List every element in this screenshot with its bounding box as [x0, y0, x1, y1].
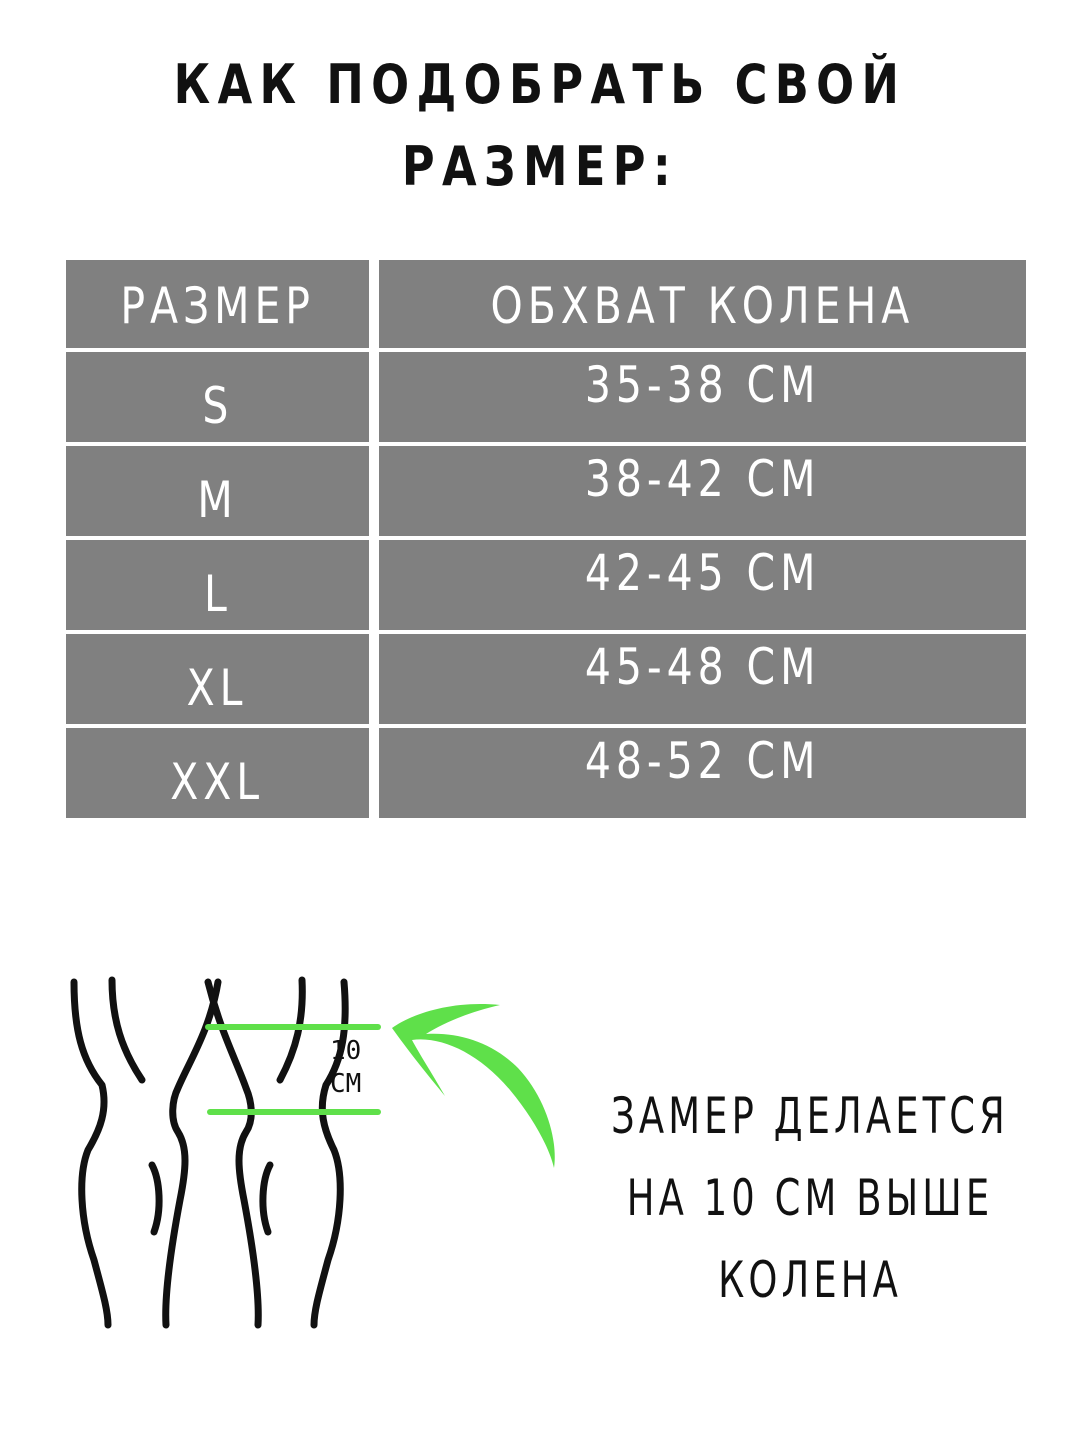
knee-diagram-illustration — [60, 970, 560, 1340]
header-size: РАЗМЕР — [66, 260, 369, 348]
measure-value: 10 — [330, 1036, 362, 1066]
measure-unit: СМ — [330, 1068, 362, 1099]
table-row — [66, 634, 1026, 724]
note-line-1: ЗАМЕР ДЕЛАЕТСЯ — [611, 1087, 1009, 1145]
girth-cell: 45-48 СМ — [379, 634, 1026, 724]
measurement-note — [560, 1075, 1060, 1321]
table-row — [66, 352, 1026, 442]
girth-cell: 42-45 СМ — [379, 540, 1026, 630]
size-cell: S — [66, 352, 369, 442]
size-table — [66, 260, 1026, 822]
girth-cell: 38-42 СМ — [379, 446, 1026, 536]
table-row — [66, 728, 1026, 818]
header-knee-girth: ОБХВАТ КОЛЕНА — [379, 260, 1026, 348]
table-header-row — [66, 260, 1026, 348]
table-row — [66, 540, 1026, 630]
green-arrow-icon — [392, 1004, 555, 1168]
size-cell: L — [66, 540, 369, 630]
page-title-line-2: РАЗМЕР: — [401, 135, 679, 198]
girth-cell: 48-52 СМ — [379, 728, 1026, 818]
size-cell: XL — [66, 634, 369, 724]
note-line-3: КОЛЕНА — [718, 1251, 902, 1309]
size-cell: XXL — [66, 728, 369, 818]
measure-distance-label — [330, 1035, 361, 1100]
table-row — [66, 446, 1026, 536]
page-title-line-1: КАК ПОДОБРАТЬ СВОЙ — [173, 53, 907, 116]
girth-cell: 35-38 СМ — [379, 352, 1026, 442]
note-line-2: НА 10 СМ ВЫШЕ — [626, 1169, 994, 1227]
size-cell: M — [66, 446, 369, 536]
legs-outline-icon — [74, 980, 345, 1325]
